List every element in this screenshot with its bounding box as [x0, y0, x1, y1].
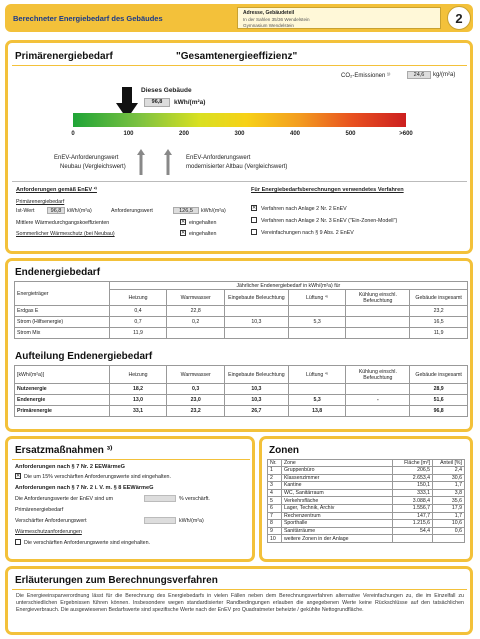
table-header: Eingebaute Beleuchtung [224, 366, 288, 384]
zonen-title: Zonen [269, 445, 299, 456]
co2-label: CO₂-Emissionen ¹⁾ [341, 73, 391, 79]
ersatz-title: Ersatzmaßnahmen ³⁾ [15, 445, 113, 456]
table-cell: 18,2 [109, 384, 167, 395]
table-cell: 5,3 [288, 317, 346, 328]
verschaerfung-field[interactable] [144, 495, 176, 502]
primaer-title: Primärenergiebedarf [15, 51, 113, 62]
table-cell: 28,9 [410, 384, 468, 395]
table-header: Gebäude insgesamt [410, 290, 468, 306]
table-row [268, 535, 465, 543]
erlaeuterung-text: Die Energieeinsparverordnung lässt für die Berechnung des Energiebedarfs in vielen Fällen neben dem Berechnungsverfahren alternative Vereinfachungen zu, die im Einzelfall zu unterschiedlichen Ergebnissen führen können. Insbesondere wegen standardisierter Randbedingungen erlauben die angegebenen Werte keine Rückschlüsse auf den tatsächlichen Energieverbrauch. Die ausgewiesenen Bedarfswerte sind spezifische Werte nach der EnEV pro Quadratmeter beheizte / gekühlte Nettogrundfläche. [16, 593, 464, 614]
checkbox[interactable]: ✕ [181, 230, 186, 236]
table-cell: Rechenzentrum [281, 512, 392, 520]
table-cell: 16,5 [410, 317, 468, 328]
table-cell: Sanitärräume [281, 527, 392, 535]
table-cell [346, 406, 410, 417]
table-cell: 96,8 [410, 406, 468, 417]
table-cell: 1,7 [433, 482, 465, 490]
checkbox[interactable] [251, 229, 257, 235]
table-cell: 2.653,4 [393, 474, 433, 482]
table-cell [346, 306, 410, 317]
table-cell: 13,0 [109, 395, 167, 406]
table-row [268, 474, 465, 482]
erlaeuterung-title: Erläuterungen zum Berechnungsverfahren [15, 575, 218, 586]
table-cell [288, 384, 346, 395]
table-cell: 7 [268, 512, 282, 520]
table-cell: 10 [268, 535, 282, 543]
verfahren-3: Vereinfachungen nach § 9 Abs. 2 EnEV [261, 230, 354, 236]
aufteilung-table [14, 365, 468, 417]
table-cell: Nutzenergie [15, 384, 110, 395]
table-cell: 10,6 [433, 520, 465, 528]
ersatz-waermeschutz: Wärmeschutzanforderungen [15, 529, 82, 535]
table-cell: 54,4 [393, 527, 433, 535]
table-header: Warmwasser [167, 290, 225, 306]
scale-tick-label: 0 [71, 131, 75, 137]
scale-tick-label: 200 [178, 131, 190, 137]
table-row [268, 504, 465, 512]
table-cell: 51,6 [410, 395, 468, 406]
waermedurchgang-label: Mittlere Wärmedurchgangskoeffizienten [16, 220, 110, 226]
primaerenergie-panel [5, 40, 473, 254]
sommer-waermeschutz-state: eingehalten [189, 231, 217, 237]
zonen-table [267, 459, 465, 543]
checkbox[interactable]: ✕ [252, 205, 257, 211]
table-header: Fläche [m²] [393, 460, 433, 467]
table-header: Heizung [109, 290, 167, 306]
checkbox[interactable] [251, 217, 257, 223]
zonen-panel [259, 436, 473, 562]
table-cell: Klassenzimmer [281, 474, 392, 482]
ersatz-text-1: Die um 15% verschärften Anforderungswerte sind eingehalten. [24, 474, 171, 480]
gebaeude-unit: kWh/(m²a) [174, 99, 206, 106]
table-cell: 333,1 [393, 489, 433, 497]
scale-tick-label: 500 [345, 131, 356, 137]
table-cell: 4 [268, 489, 282, 497]
energy-scale-bar [73, 113, 406, 127]
ist-label: Ist-Wert [16, 208, 35, 214]
table-row [15, 406, 468, 417]
table-cell: 0,4 [109, 306, 167, 317]
waermedurchgang-state: eingehalten [189, 220, 217, 226]
ist-unit: kWh/(m²a) [67, 208, 92, 214]
ersatz-text-2: Die Anforderungswerte der EnEV sind um [15, 496, 114, 502]
table-header: Nr. [268, 460, 282, 467]
scale-tick-label: 300 [234, 131, 245, 137]
table-row [15, 384, 468, 395]
anforderungswert-label: Anforderungswert [111, 208, 153, 214]
ersatz-anforderungswert: Verschärfter Anforderungswert [15, 518, 87, 524]
table-cell: 206,5 [393, 467, 433, 475]
table-row [268, 527, 465, 535]
table-header: [kWh/(m²a)] [15, 366, 110, 384]
table-cell: 3.088,4 [393, 497, 433, 505]
ersatz-text-3: Die verschärften Anforderungswerte sind eingehalten. [24, 540, 151, 546]
table-cell: 17,9 [433, 504, 465, 512]
co2-value: 24,6 [407, 71, 431, 79]
erlaeuterungen-panel [5, 566, 473, 635]
table-header: Gebäude insgesamt [410, 366, 468, 384]
primaer-sub: Primärenergiebedarf [16, 199, 65, 205]
table-header: Zone [281, 460, 392, 467]
endenergie-title: Endenergiebedarf [15, 267, 101, 278]
table-cell: weitere Zonen in der Anlage [281, 535, 392, 543]
header-bar [5, 4, 473, 32]
anforderungen-title: Anforderungen gemäß EnEV ²⁾ [16, 187, 97, 193]
table-cell: Sporthalle [281, 520, 392, 528]
table-group-header: Jährlicher Endenergiebedarf in kWh/(m²a) für [109, 282, 467, 290]
table-cell: Kantine [281, 482, 392, 490]
table-cell: 8 [268, 520, 282, 528]
table-cell: 0,7 [109, 317, 167, 328]
page-title: Berechneter Energiebedarf des Gebäudes [13, 14, 163, 23]
sommer-waermeschutz-label: Sommerlicher Wärmeschutz (bei Neubau) [16, 231, 115, 237]
table-cell: Gruppenbüro [281, 467, 392, 475]
anforderungswert-unit: kWh/(m²a) [201, 208, 226, 214]
table-cell: Erdgas E [15, 306, 110, 317]
table-cell: 1.215,6 [393, 520, 433, 528]
table-row [15, 395, 468, 406]
anforderungswert-field[interactable] [144, 517, 176, 524]
table-cell [167, 328, 225, 339]
table-cell: 6 [268, 504, 282, 512]
table-cell: 0,3 [167, 384, 225, 395]
table-header: Heizung [109, 366, 167, 384]
table-header: Lüftung ⁴⁾ [288, 366, 346, 384]
table-header: Energieträger [15, 282, 110, 306]
table-cell: 35,6 [433, 497, 465, 505]
table-cell: 1,7 [433, 512, 465, 520]
ersatz-anf-2: Anforderungen nach § 7 Nr. 2 i. V. m. § 8 EEWärmeG [15, 485, 154, 491]
enev-neubau-sub: Neubau (Vergleichswert) [60, 164, 126, 170]
table-cell: 1 [268, 467, 282, 475]
table-cell: Strom Mix [15, 328, 110, 339]
table-cell: 2 [268, 474, 282, 482]
table-cell: 0,6 [433, 527, 465, 535]
table-cell: 26,7 [224, 406, 288, 417]
table-row [268, 512, 465, 520]
address-box [237, 7, 441, 29]
table-cell: Lager, Technik, Archiv [281, 504, 392, 512]
checkbox[interactable]: ✕ [181, 219, 186, 225]
table-row [268, 497, 465, 505]
table-cell: 9 [268, 527, 282, 535]
table-row [268, 520, 465, 528]
scale-tick-label: 100 [123, 131, 134, 137]
table-header: Lüftung ⁴⁾ [288, 290, 346, 306]
ersatzmassnahmen-panel [5, 436, 255, 562]
table-cell: Primärenergie [15, 406, 110, 417]
ersatz-unit: kWh/(m²a) [179, 518, 204, 524]
checkbox[interactable]: ✕ [16, 473, 21, 479]
anforderungswert-value: 126,5 [173, 207, 199, 214]
ersatz-primaer: Primärenergiebedarf [15, 507, 64, 513]
table-cell: 3 [268, 482, 282, 490]
table-cell: WC, Sanitärraum [281, 489, 392, 497]
table-cell: 147,7 [393, 512, 433, 520]
table-cell: 10,3 [224, 317, 288, 328]
table-cell: 23,2 [167, 406, 225, 417]
table-header: Warmwasser [167, 366, 225, 384]
ist-value: 96,8 [47, 207, 65, 214]
table-cell: 33,1 [109, 406, 167, 417]
table-cell: Endenergie [15, 395, 110, 406]
table-cell: 150,1 [393, 482, 433, 490]
table-cell [433, 535, 465, 543]
table-cell: 11,9 [410, 328, 468, 339]
endenergie-table [14, 281, 468, 339]
table-row [268, 489, 465, 497]
primaer-subtitle: "Gesamtenergieeffizienz" [176, 51, 298, 62]
table-cell: 13,8 [288, 406, 346, 417]
table-cell [346, 317, 410, 328]
table-cell: - [346, 395, 410, 406]
enev-altbau-sub: modernisierter Altbau (Vergleichswert) [186, 164, 288, 170]
table-cell: 2,4 [433, 467, 465, 475]
table-cell: 1.556,7 [393, 504, 433, 512]
address-label: Adresse, Gebäudeteil [243, 10, 295, 16]
checkbox[interactable] [15, 539, 21, 545]
verfahren-2: Verfahren nach Anlage 2 Nr. 3 EnEV ("Ein-Zonen-Modell") [261, 218, 398, 224]
endenergie-panel [5, 258, 473, 432]
table-cell: 23,2 [410, 306, 468, 317]
table-cell: 0,2 [167, 317, 225, 328]
table-cell: Strom (Hilfsenergie) [15, 317, 110, 328]
table-row [15, 306, 468, 317]
ersatz-text-2b: % verschärft. [179, 496, 210, 502]
table-row [268, 482, 465, 490]
table-cell: 10,3 [224, 384, 288, 395]
table-cell: 22,8 [167, 306, 225, 317]
table-row [15, 328, 468, 339]
scale-tick-label: 400 [289, 131, 301, 137]
table-header: Kühlung einschl. Befeuchtung [346, 290, 410, 306]
page-number: 2 [447, 6, 471, 30]
arrow-up-icon [164, 149, 172, 175]
ersatz-anf-1: Anforderungen nach § 7 Nr. 2 EEWärmeG [15, 464, 126, 470]
building-name: Gymnasium Wendelstein [243, 23, 294, 28]
table-cell [346, 384, 410, 395]
table-cell [288, 328, 346, 339]
scale-tick-label: >600 [399, 131, 413, 137]
enev-altbau-label: EnEV-Anforderungswert [186, 155, 251, 161]
gebaeude-value: 96,8 [144, 98, 170, 107]
table-header: Anteil [%] [433, 460, 465, 467]
table-cell [224, 328, 288, 339]
table-cell [346, 328, 410, 339]
table-cell: 11,9 [109, 328, 167, 339]
arrow-up-icon [137, 149, 145, 175]
verfahren-1: Verfahren nach Anlage 2 Nr. 2 EnEV [261, 206, 347, 212]
table-row [268, 467, 465, 475]
table-header: Eingebaute Beleuchtung [224, 290, 288, 306]
table-cell: 30,6 [433, 474, 465, 482]
table-cell [224, 306, 288, 317]
verfahren-title: Für Energiebedarfsberechnungen verwendetes Verfahren [251, 187, 404, 193]
table-cell: 3,8 [433, 489, 465, 497]
table-cell: 23,0 [167, 395, 225, 406]
table-cell [288, 306, 346, 317]
table-cell [393, 535, 433, 543]
table-cell: 5 [268, 497, 282, 505]
enev-neubau-label: EnEV-Anforderungswert [54, 155, 119, 161]
table-header: Kühlung einschl. Befeuchtung [346, 366, 410, 384]
gebaeude-label: Dieses Gebäude [141, 87, 192, 94]
table-cell: Verkehrsfläche [281, 497, 392, 505]
table-cell: 5,3 [288, 395, 346, 406]
aufteilung-title: Aufteilung Endenergiebedarf [15, 351, 153, 362]
co2-unit: kg/(m²a) [433, 72, 456, 78]
table-row [15, 317, 468, 328]
table-cell: 10,3 [224, 395, 288, 406]
address-line: In der Sahlen 35/36 Wendelstein [243, 17, 310, 22]
